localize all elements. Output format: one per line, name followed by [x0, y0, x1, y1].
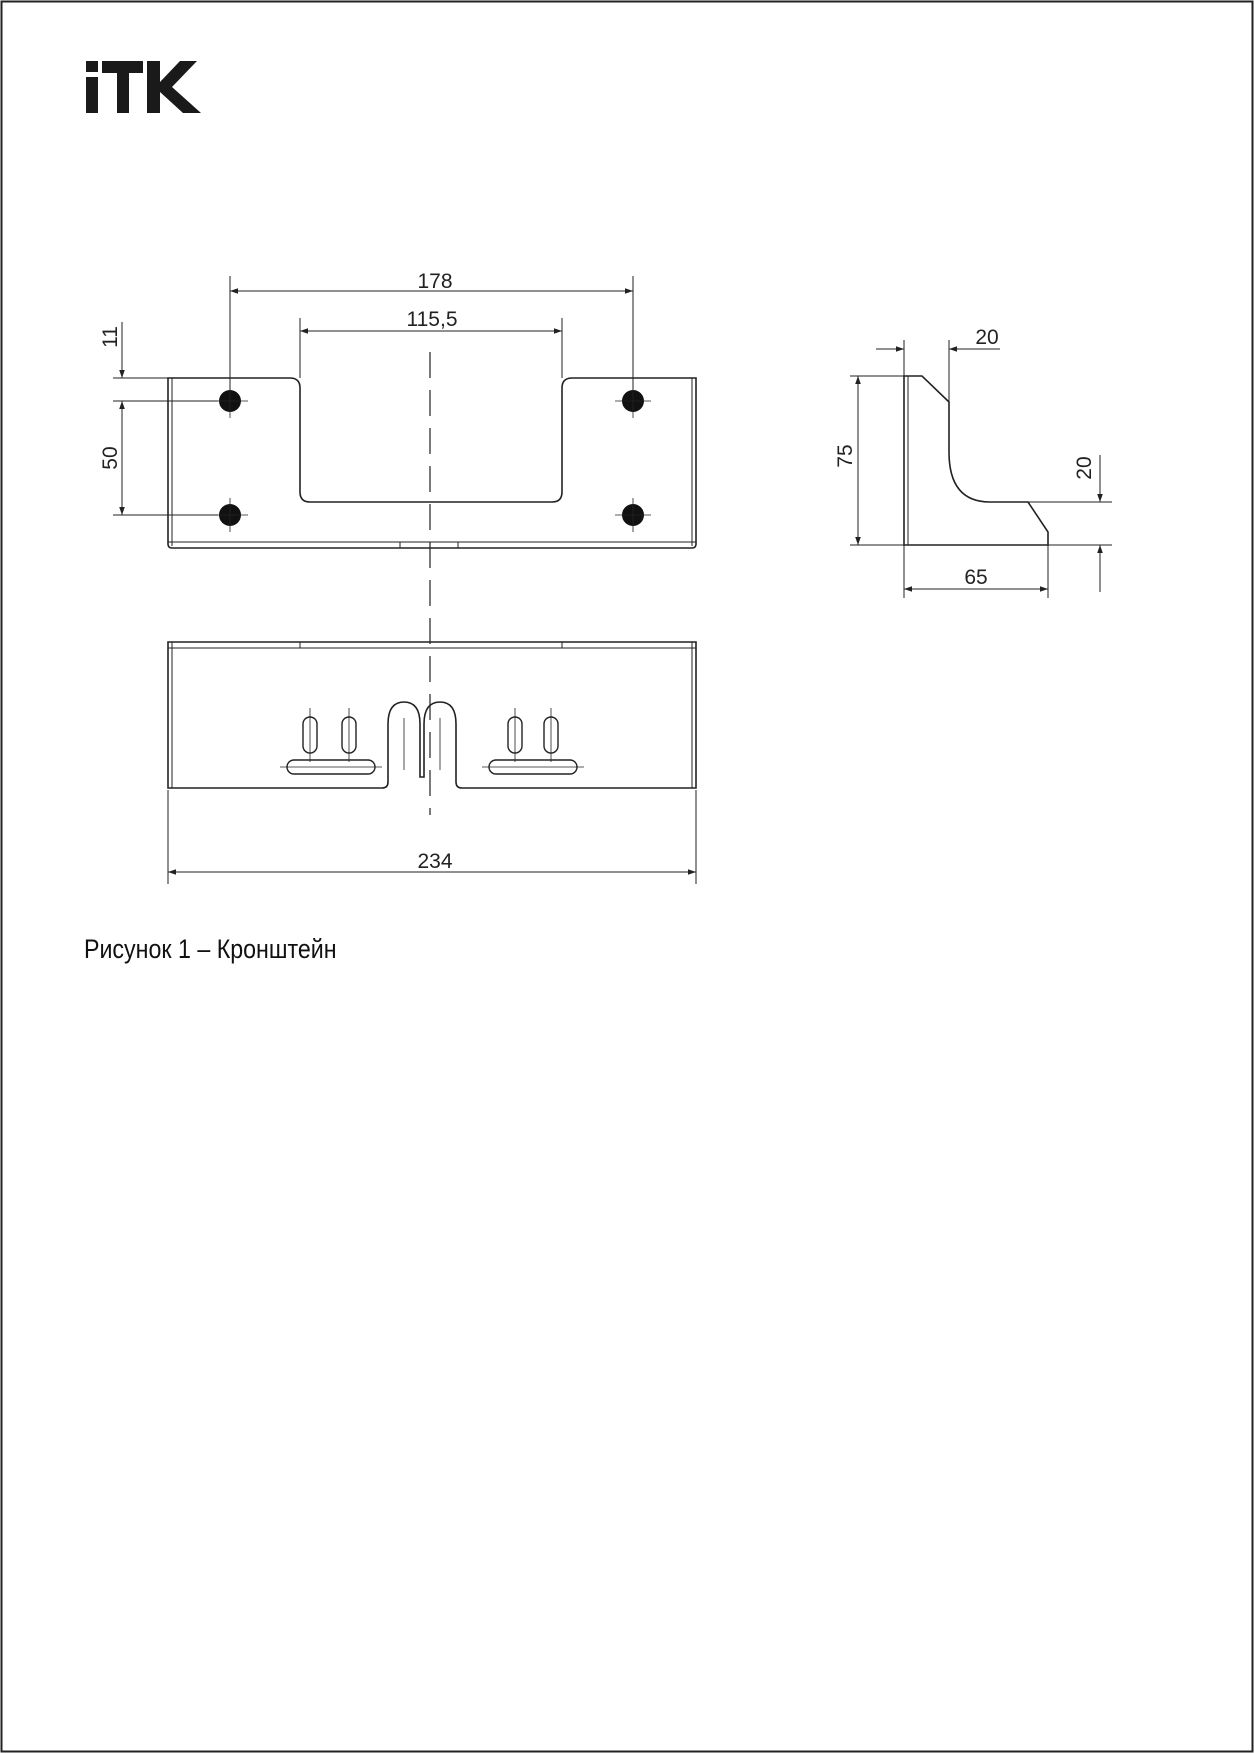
hole-centerlines — [212, 384, 651, 532]
dimension-label: 20 — [1073, 456, 1096, 480]
dimension-label: 178 — [417, 270, 453, 293]
dimension-label: 50 — [99, 446, 122, 470]
dimension-label: 20 — [975, 326, 999, 349]
itk-logo — [86, 61, 201, 113]
side-view — [904, 376, 1048, 545]
dimension-label: 65 — [964, 566, 988, 589]
bottom-view — [168, 642, 696, 788]
page-border — [2, 2, 1253, 1752]
slots — [287, 717, 577, 774]
figure-caption: Рисунок 1 – Кронштейн — [84, 934, 337, 965]
dimension-label: 75 — [834, 444, 857, 468]
dimension-label: 11 — [99, 326, 122, 348]
mounting-holes — [219, 390, 644, 526]
front-view-outline — [168, 378, 696, 548]
front-view — [168, 378, 696, 548]
dimension-label: 234 — [417, 850, 453, 873]
slot-centerlines — [280, 708, 584, 767]
bottom-view-outline — [168, 642, 696, 788]
front-dimensions — [113, 276, 633, 515]
side-view-outline — [904, 376, 1048, 545]
dimension-label: 115,5 — [406, 308, 458, 331]
